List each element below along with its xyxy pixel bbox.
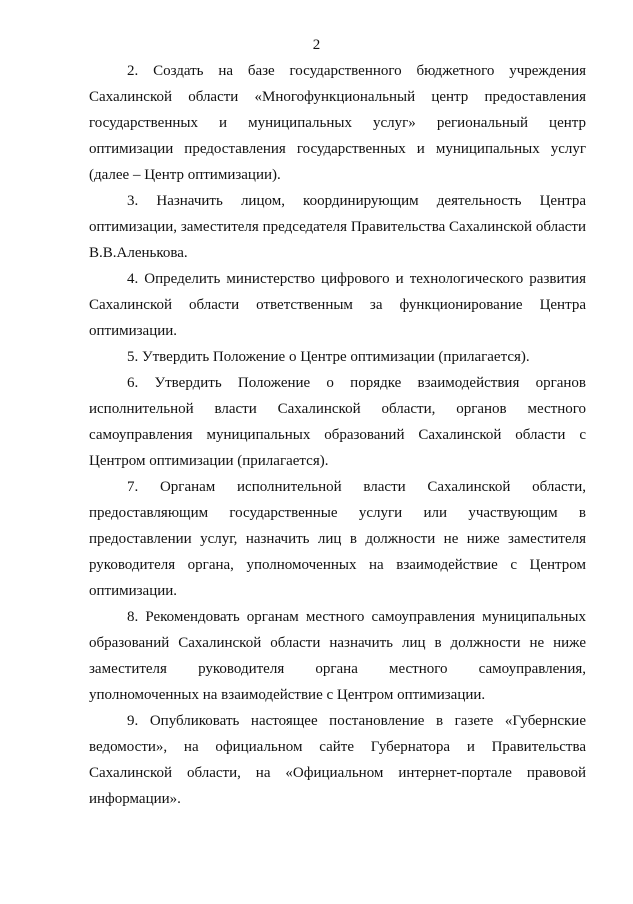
paragraph-6: 6. Утвердить Положение о порядке взаимодействия органов исполнительной власти Сахалинской области, органов местного самоуправления муниципальных образований Сахалинской области с Центром оптимизации (прилагается). — [89, 375, 586, 469]
paragraph-9: 9. Опубликовать настоящее постановление в газете «Губернские ведомости», на официальном сайте Губернатора и Правительства Сахалинской области, на «Официальном интернет-портале правовой информации». — [89, 713, 586, 807]
paragraph-7: 7. Органам исполнительной власти Сахалинской области, предоставляющим государственные услуги или участвующим в предоставлении услуг, назначить лиц в должности не ниже заместителя руководителя органа, уполномоченных на взаимодействие с Центром оптимизации. — [89, 479, 586, 599]
paragraph-2: 2. Создать на базе государственного бюджетного учреждения Сахалинской области «Многофункциональный центр предоставления государственных и муниципальных услуг» региональный центр оптимизации предоставления государственных и муниципальных услуг (далее – Центр оптимизации). — [89, 63, 586, 183]
page-number: 2 — [312, 37, 321, 53]
paragraph-4: 4. Определить министерство цифрового и технологического развития Сахалинской области ответственным за функционирование Центра оптимизации. — [89, 271, 586, 339]
paragraph-8: 8. Рекомендовать органам местного самоуправления муниципальных образований Сахалинской области назначить лиц в должности не ниже заместителя руководителя органа местного самоуправления, уполномоченных на взаимодействие с Центром оптимизации. — [89, 609, 586, 703]
document-body — [89, 58, 586, 812]
paragraph-3: 3. Назначить лицом, координирующим деятельность Центра оптимизации, заместителя председателя Правительства Сахалинской области В.В.Аленькова. — [89, 193, 586, 261]
paragraph-5: 5. Утвердить Положение о Центре оптимизации (прилагается). — [127, 349, 530, 365]
